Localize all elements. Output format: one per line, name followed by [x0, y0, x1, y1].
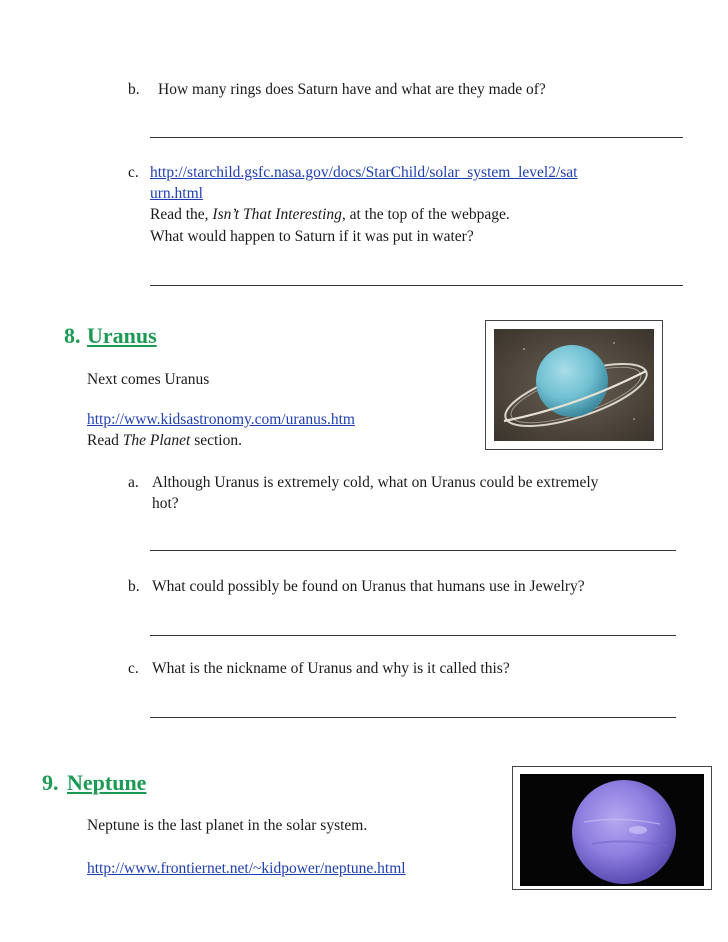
answer-line: [150, 285, 683, 286]
question-text-cont: hot?: [152, 495, 179, 512]
section-number: 8.: [64, 323, 81, 348]
neptune-planet-icon: [520, 774, 704, 886]
section-title: Neptune: [67, 770, 147, 795]
starchild-link[interactable]: http://starchild.gsfc.nasa.gov/docs/StarChild/solar_system_level2/sat: [150, 164, 578, 181]
question-letter: b.: [128, 81, 140, 98]
answer-line: [150, 550, 676, 551]
question-letter: a.: [128, 474, 139, 491]
read-prefix: Read the,: [150, 206, 213, 223]
neptune-intro: Neptune is the last planet in the solar system.: [87, 817, 368, 834]
question-text: How many rings does Saturn have and what are they made of?: [158, 81, 546, 98]
read-italic: The Planet: [122, 432, 191, 449]
read-suffix: section.: [190, 432, 242, 449]
question-text: Although Uranus is extremely cold, what on Uranus could be extremely: [152, 474, 599, 491]
question-text: What would happen to Saturn if it was put in water?: [150, 228, 474, 245]
read-instruction: [150, 206, 510, 224]
question-text: What is the nickname of Uranus and why is it called this?: [152, 660, 510, 677]
section-number: 9.: [42, 770, 59, 795]
question-letter: c.: [128, 164, 139, 181]
answer-line: [150, 635, 676, 636]
question-text: What could possibly be found on Uranus that humans use in Jewelry?: [152, 578, 585, 595]
read-italic: Isn’t That Interesting,: [212, 206, 346, 223]
section-title: Uranus: [87, 323, 157, 348]
answer-line: [150, 717, 676, 718]
answer-line: [150, 137, 683, 138]
neptune-image: [512, 766, 712, 890]
uranus-planet-icon: [494, 329, 654, 441]
question-letter: b.: [128, 578, 140, 595]
kidsastronomy-link[interactable]: http://www.kidsastronomy.com/uranus.htm: [87, 411, 355, 428]
read-prefix: Read: [87, 432, 123, 449]
frontiernet-link[interactable]: http://www.frontiernet.net/~kidpower/neptune.html: [87, 860, 406, 877]
read-suffix: at the top of the webpage.: [345, 206, 510, 223]
starchild-link-cont[interactable]: urn.html: [150, 185, 203, 202]
read-instruction: [87, 432, 242, 450]
question-letter: c.: [128, 660, 139, 677]
uranus-intro: Next comes Uranus: [87, 371, 210, 388]
uranus-image: [485, 320, 663, 450]
